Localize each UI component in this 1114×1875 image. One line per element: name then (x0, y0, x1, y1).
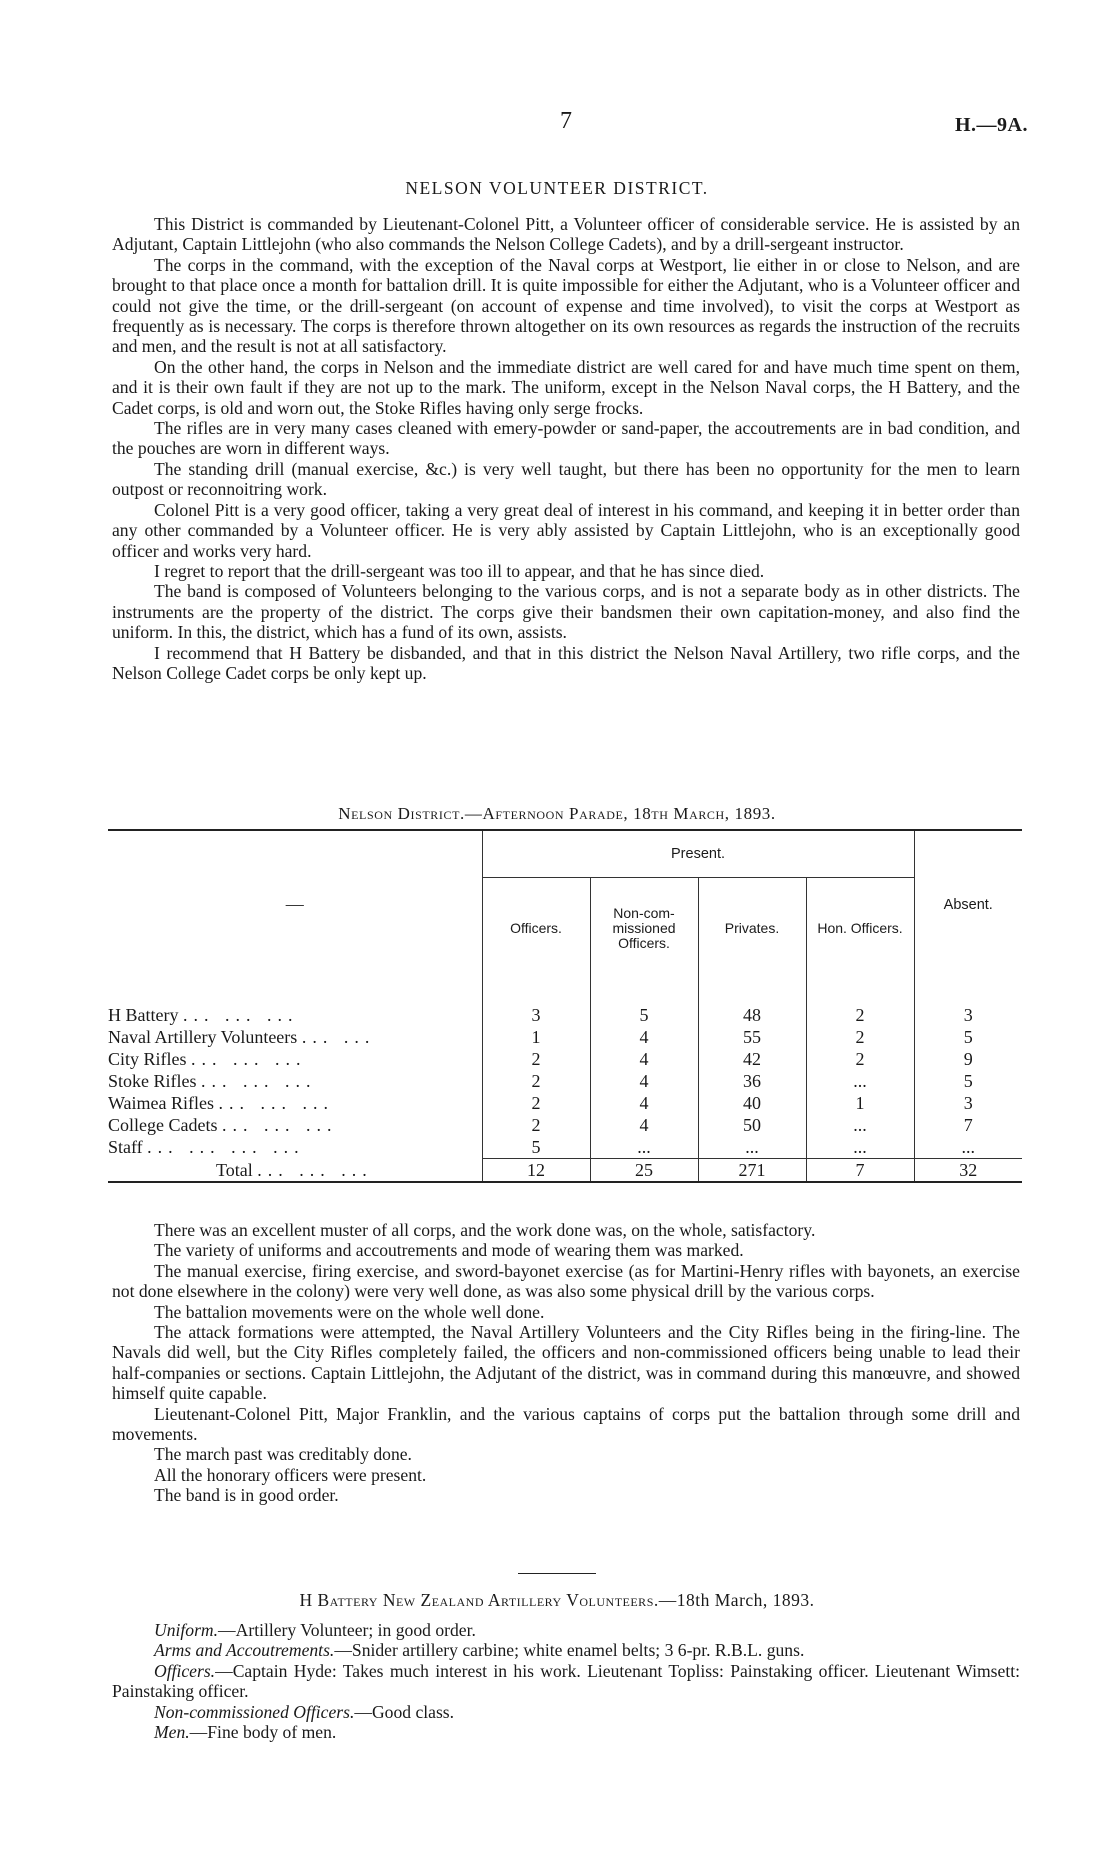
cell-absent: 9 (914, 1048, 1022, 1070)
corps-name: Stoke Rifles (108, 1071, 197, 1091)
cell-privates: 36 (698, 1070, 806, 1092)
cell-privates: 50 (698, 1114, 806, 1136)
paragraph: The march past was creditably done. (154, 1444, 412, 1465)
total-privates: 271 (698, 1159, 806, 1183)
leader-dots: ... ... ... (218, 1093, 335, 1113)
section-title: NELSON VOLUNTEER DISTRICT. (405, 178, 709, 198)
leader-dots: ... ... ... (191, 1049, 307, 1069)
cell-privates: 55 (698, 1026, 806, 1048)
cell-nco: 4 (590, 1048, 698, 1070)
leader-dots: ... ... (301, 1027, 376, 1047)
corps-name: Naval Artillery Volunteers (108, 1027, 298, 1047)
cell-officers: 1 (482, 1026, 590, 1048)
cell-hon: ... (806, 1070, 914, 1092)
section-divider (518, 1573, 596, 1574)
paragraph: All the honorary officers were present. (154, 1464, 427, 1485)
table-row (108, 1070, 1022, 1092)
cell-privates: 40 (698, 1092, 806, 1114)
cell-nco: 4 (590, 1026, 698, 1048)
cell-privates: ... (698, 1136, 806, 1159)
cell-officers: 5 (482, 1136, 590, 1159)
paragraph: The battalion movements were on the whole well done. (154, 1301, 545, 1322)
parade-remarks (112, 1220, 1020, 1506)
intro-text (112, 214, 1020, 683)
battery-title (0, 1590, 1114, 1611)
column-header-hon-officers: Hon. Officers. (806, 878, 914, 979)
cell-absent: 5 (914, 1026, 1022, 1048)
cell-hon: 1 (806, 1092, 914, 1114)
paragraph: The band is composed of Volunteers belonging to the various corps, and is not a separate body as in other districts. The instruments are the property of the district. The corps give their bandsmen their own capitation-money, and also find the uniform. In this, the district, which has a fund of its own, assists. (112, 581, 1020, 643)
cell-hon: 2 (806, 1048, 914, 1070)
item-label: Men. (154, 1722, 190, 1743)
paragraph: The standing drill (manual exercise, &c.) is very well taught, but there has been no opportunity for the men to learn outpost or reconnoitring work. (112, 458, 1020, 500)
cell-officers: 3 (482, 1004, 590, 1026)
item-label: Arms and Accoutrements. (154, 1640, 335, 1661)
paragraph: The variety of uniforms and accoutrements and mode of wearing them was marked. (154, 1240, 744, 1261)
cell-hon: 2 (806, 1026, 914, 1048)
leader-dots: ... ... ... (201, 1071, 317, 1091)
cell-nco: 5 (590, 1004, 698, 1026)
battery-title-name: H Battery New Zealand Artillery Volunteers. (299, 1590, 659, 1610)
column-header-nco: Non-com-missioned Officers. (590, 878, 698, 979)
paragraph: Lieutenant-Colonel Pitt, Major Franklin, and the various captains of corps put the battalion through some drill and movements. (112, 1403, 1020, 1445)
cell-absent: 5 (914, 1070, 1022, 1092)
cell-nco: 4 (590, 1070, 698, 1092)
paragraph: The manual exercise, firing exercise, and sword-bayonet exercise (as for Martini-Henry rifles with bayonets, an exercise not done elsewhere in the colony) were very well done, as was also some physical drill by the various corps. (112, 1260, 1020, 1302)
item-label: Uniform. (154, 1620, 219, 1640)
item-label: Officers. (154, 1660, 216, 1681)
cell-absent: 7 (914, 1114, 1022, 1136)
corps-name: Staff (108, 1137, 143, 1158)
cell-privates: 42 (698, 1048, 806, 1070)
paragraph: The rifles are in very many cases cleaned with emery-powder or sand-paper, the accoutrements are in bad condition, and the pouches are worn in different ways. (112, 418, 1020, 459)
cell-hon: 2 (806, 1004, 914, 1026)
paragraph: Colonel Pitt is a very good officer, taking a very great deal of interest in his command, and keeping it in better order than any other commanded by a Volunteer officer. He is very ably assisted by Captain Littlejohn, who is an exceptionally good officer and works very hard. (112, 499, 1020, 561)
battery-report (112, 1620, 1020, 1742)
table-row (108, 1114, 1022, 1136)
paragraph: On the other hand, the corps in Nelson and the immediate district are well cared for and have much time spent on them, and it is their own fault if they are not up to the mark. The uniform, except in the Nelson Naval corps, the H Battery, and the Cadet corps, is old and worn out, the Stoke Rifles having only serge frocks. (112, 356, 1020, 418)
cell-absent: 3 (914, 1092, 1022, 1114)
battery-title-date: —18th March, 1893. (658, 1590, 815, 1610)
paragraph: The band is in good order. (154, 1485, 339, 1506)
cell-nco: 4 (590, 1092, 698, 1114)
item-text: —Good class. (354, 1701, 455, 1722)
report-item (112, 1640, 1020, 1660)
cell-absent: 3 (914, 1004, 1022, 1026)
leader-dots: ... ... ... (182, 1005, 299, 1025)
total-nco: 25 (590, 1159, 698, 1183)
item-text: —Captain Hyde: Takes much interest in his work. Lieutenant Topliss: Painstaking officer. Lieutenant Wimsett: Painstaking officer. (112, 1660, 1020, 1702)
paragraph: This District is commanded by Lieutenant-Colonel Pitt, a Volunteer officer of considerable service. He is assisted by an Adjutant, Captain Littlejohn (who also commands the Nelson College Cadets), and by a drill-sergeant instructor. (112, 214, 1020, 255)
cell-officers: 2 (482, 1114, 590, 1136)
leader-dots: ... ... ... (221, 1115, 338, 1135)
table-row (108, 1048, 1022, 1070)
cell-nco: 4 (590, 1114, 698, 1136)
paragraph: There was an excellent muster of all corps, and the work done was, on the whole, satisfactory. (154, 1220, 816, 1240)
paragraph: I recommend that H Battery be disbanded, and that in this district the Nelson Naval Artillery, two rifle corps, and the Nelson College Cadet corps be only kept up. (112, 642, 1020, 683)
leader-dots: ... ... ... ... (147, 1137, 305, 1158)
paragraph: The attack formations were attempted, the Naval Artillery Volunteers and the City Rifles being in the firing-line. The Navals did well, but the City Rifles completely failed, the officers and non-commissioned officers being unable to lead their half-companies or sections. Captain Littlejohn, the Adjutant of the district, was in command during this manœuvre, and showed himself quite capable. (112, 1322, 1020, 1404)
page-number: 7 (560, 108, 572, 134)
report-item (112, 1702, 1020, 1722)
corps-name: City Rifles (108, 1049, 187, 1069)
table-row (108, 1004, 1022, 1026)
cell-officers: 2 (482, 1070, 590, 1092)
item-text: —Snider artillery carbine; white enamel belts; 3 6-pr. R.B.L. guns. (334, 1640, 805, 1661)
paragraph: I regret to report that the drill-sergeant was too ill to appear, and that he has since died. (154, 560, 765, 581)
document-reference: H.—9A. (955, 114, 1028, 136)
total-absent: 32 (914, 1159, 1022, 1183)
stub-header: — (285, 894, 304, 914)
cell-privates: 48 (698, 1004, 806, 1026)
cell-officers: 2 (482, 1092, 590, 1114)
parade-table (108, 829, 1022, 1183)
corps-name: H Battery (108, 1005, 179, 1025)
cell-officers: 2 (482, 1048, 590, 1070)
total-officers: 12 (482, 1159, 590, 1183)
cell-absent: ... (914, 1136, 1022, 1159)
total-label: Total (216, 1159, 253, 1180)
total-hon: 7 (806, 1159, 914, 1183)
column-header-privates: Privates. (698, 878, 806, 979)
leader-dots: ... ... ... (257, 1159, 373, 1180)
report-item (112, 1722, 1020, 1742)
total-row (108, 1159, 1022, 1183)
table-row (108, 1092, 1022, 1114)
table-row (108, 1026, 1022, 1048)
table-row (108, 1136, 1022, 1159)
cell-hon: ... (806, 1136, 914, 1159)
present-header: Present. (482, 831, 914, 878)
cell-nco: ... (590, 1136, 698, 1159)
cell-hon: ... (806, 1114, 914, 1136)
item-label: Non-commissioned Officers. (154, 1701, 355, 1722)
report-item (112, 1620, 1020, 1640)
item-text: —Fine body of men. (189, 1722, 337, 1743)
report-item (112, 1661, 1020, 1702)
paragraph: The corps in the command, with the exception of the Naval corps at Westport, lie either in or close to Nelson, and are brought to that place once a month for battalion drill. It is quite impossible for either the Adjutant, who is a Volunteer officer and could not give the time, or the drill-sergeant (on account of expense and time involved), to visit the corps at Westport as frequently as is necessary. The corps is therefore thrown altogether on its own resources as regards the instruction of the recruits and men, and the result is not at all satisfactory. (112, 254, 1020, 357)
table-caption: Nelson District.—Afternoon Parade, 18th March, 1893. (338, 804, 776, 823)
corps-name: Waimea Rifles (108, 1093, 215, 1113)
absent-header: Absent. (914, 831, 1022, 978)
corps-name: College Cadets (108, 1115, 218, 1135)
item-text: —Artillery Volunteer; in good order. (218, 1620, 476, 1640)
column-header-officers: Officers. (482, 878, 590, 979)
